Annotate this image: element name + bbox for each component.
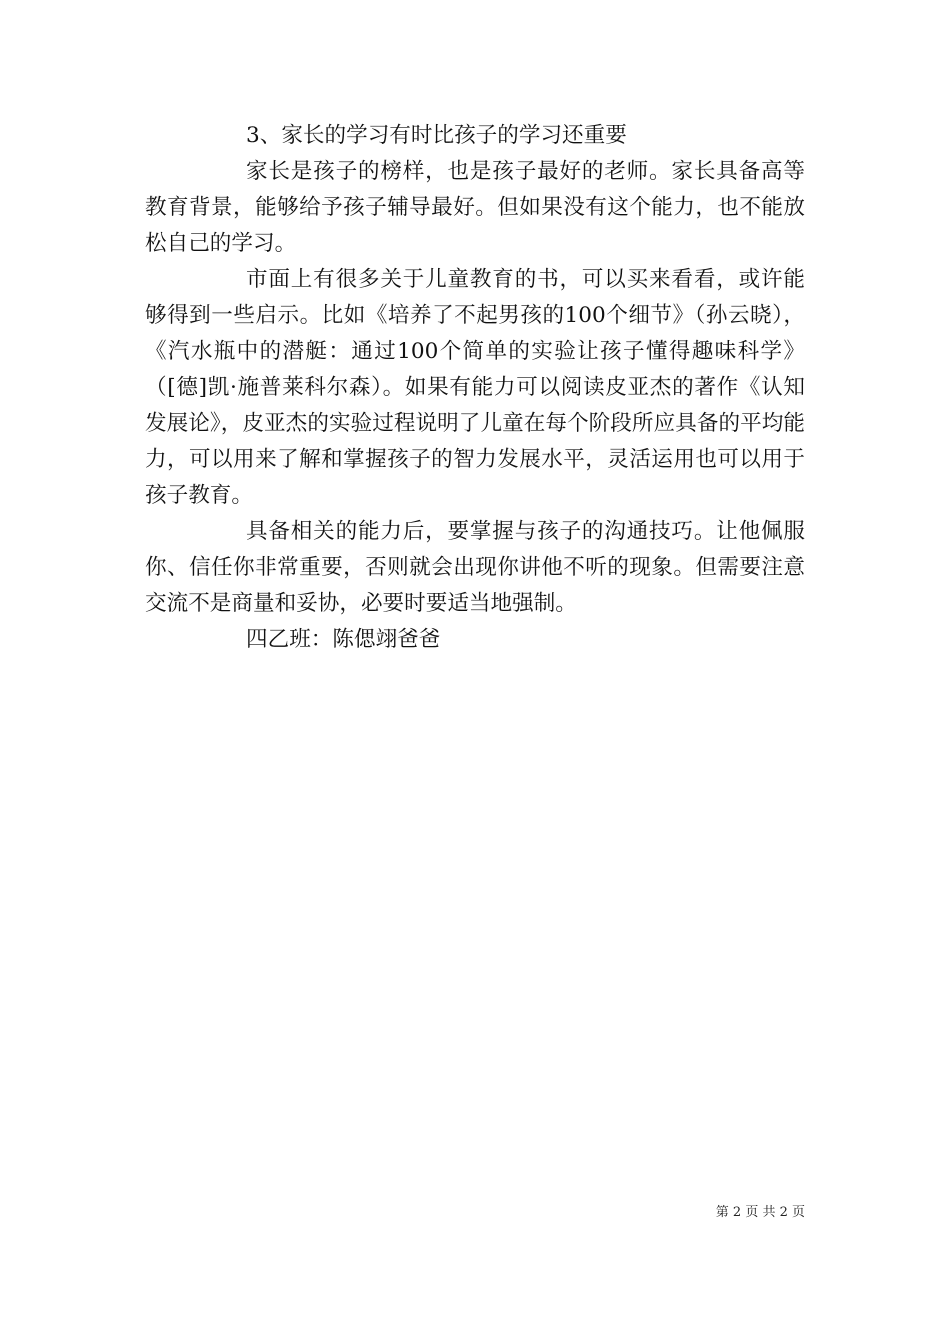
page-number-footer: 第 2 页 共 2 页 — [715, 1205, 805, 1220]
paragraph-1: 家长是孩子的榜样，也是孩子最好的老师。家长具备高等教育背景，能够给予孩子辅导最好。但如果没有这个能力，也不能放松自己的学习。 — [145, 159, 805, 256]
paragraph-3: 具备相关的能力后，要掌握与孩子的沟通技巧。让他佩服你、信任你非常重要，否则就会出现你讲他不听的现象。但需要注意交流不是商量和妥协，必要时要适当地强制。 — [145, 519, 805, 616]
section-heading: 3、家长的学习有时比孩子的学习还重要 — [246, 123, 627, 148]
signature-line: 四乙班：陈偲翊爸爸 — [246, 627, 441, 652]
paragraph-2: 市面上有很多关于儿童教育的书，可以买来看看，或许能够得到一些启示。比如《培养了不起男孩的100个细节》（孙云晓），《汽水瓶中的潜艇：通过100个简单的实验让孩子懂得趣味科学》（[德]凯·施普莱科尔森）。如果有能力可以阅读皮亚杰的著作《认知发展论》，皮亚杰的实验过程说明了儿童在每个阶段所应具备的平均能力，可以用来了解和掌握孩子的智力发展水平，灵活运用也可以用于孩子教育。 — [145, 267, 805, 508]
document-body — [145, 118, 805, 658]
